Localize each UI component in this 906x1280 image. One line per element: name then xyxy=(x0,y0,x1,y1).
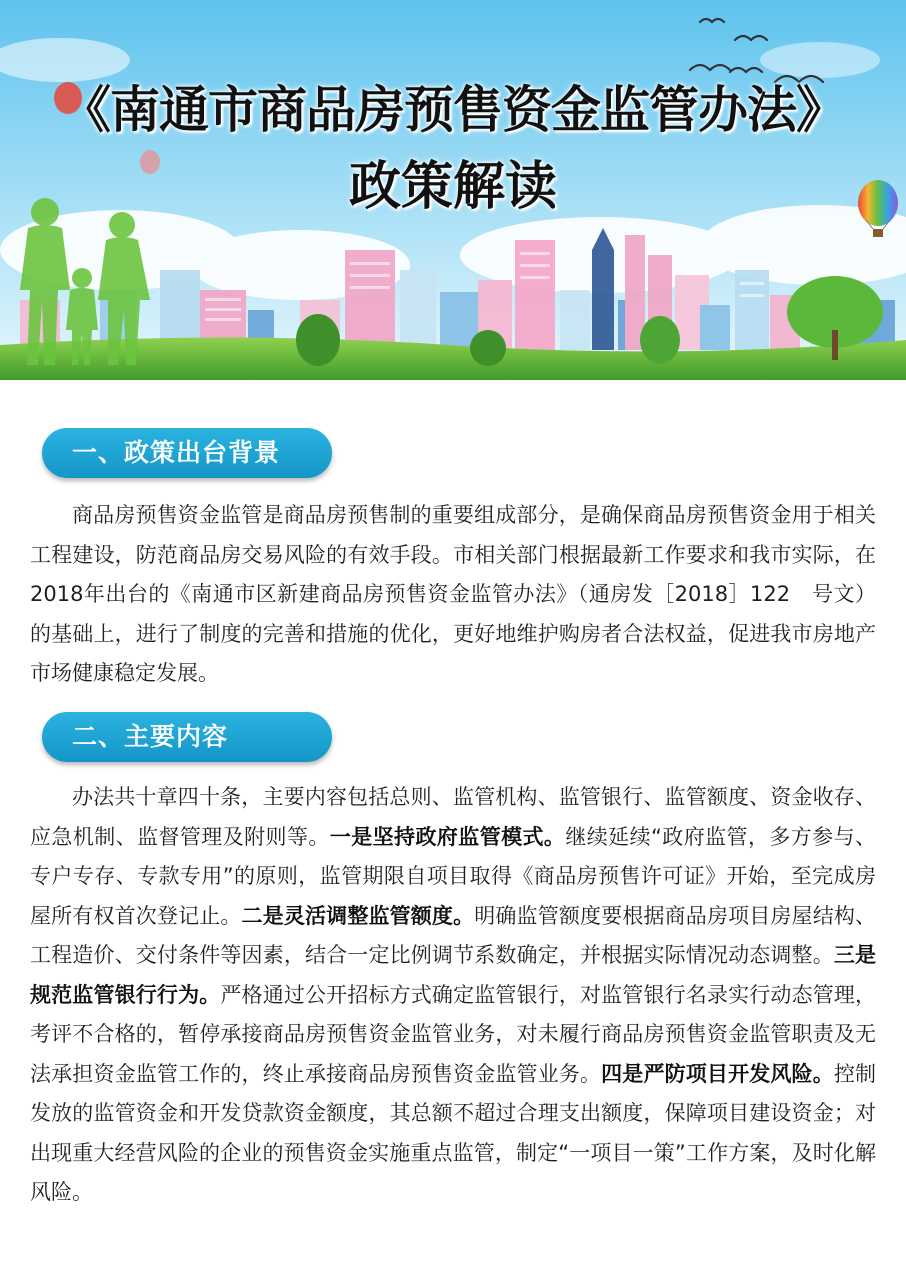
text-span: 严格通过公开招标方式确定监管银行，对监管银行名录实行动态管理，考评不合格的，暂停承接商品房预售资金监管业务，对未履行商品房预售资金监管职责及无法承担资金监管工作的，终止承接商品房预售资金监管业务。 xyxy=(30,982,877,1086)
section-paragraph-background: 商品房预售资金监管是商品房预售制的重要组成部分，是确保商品房预售资金用于相关工程建设，防范商品房交易风险的有效手段。市相关部门根据最新工作要求和我市实际，在2018年出台的《南通市区新建商品房预售资金监管办法》（通房发［2018］122 号文）的基础上，进行了制度的完善和措施的优化，更好地维护购房者合法权益，促进我市房地产市场健康稳定发展。 xyxy=(30,503,876,685)
key-point-2: 二是灵活调整监管额度。 xyxy=(241,903,475,928)
text-span: 继续延续“政府监管，多方参与、专户专存、专款专用”的原则，监管期限自项目取得《商品房预售许可证》开始，至完成房屋所有权首次登记止。 xyxy=(30,824,877,928)
key-point-3: 三是规范监管银行行为。 xyxy=(30,943,876,1007)
header-banner xyxy=(0,0,906,380)
banner-title xyxy=(0,82,906,217)
text-span: 明确监管额度要根据商品房项目房屋结构、工程造价、交付条件等因素，结合一定比例调节系数确定，并根据实际情况动态调整。 xyxy=(30,903,877,967)
text-span: 控制发放的监管资金和开发贷款资金额度，其总额不超过合理支出额度，保障项目建设资金；对出现重大经营风险的企业的预售资金实施重点监管，制定“一项目一策”工作方案，及时化解风险。 xyxy=(30,1061,877,1204)
key-point-1: 一是坚持政府监管模式。 xyxy=(329,824,566,849)
section-heading-background: 一、政策出台背景 xyxy=(42,428,332,478)
document-title: 《南通市商品房预售资金监管办法》 xyxy=(61,81,845,139)
key-point-4: 四是严防项目开发风险。 xyxy=(601,1061,834,1086)
text-span: 办法共十章四十条，主要内容包括总则、监管机构、监管银行、监管额度、资金收存、应急机制、监督管理及附则等。 xyxy=(30,785,876,849)
section-paragraph-main-content xyxy=(30,778,876,1213)
section-heading-main-content: 二、主要内容 xyxy=(42,712,332,762)
document-subtitle: 政策解读 xyxy=(348,156,557,217)
